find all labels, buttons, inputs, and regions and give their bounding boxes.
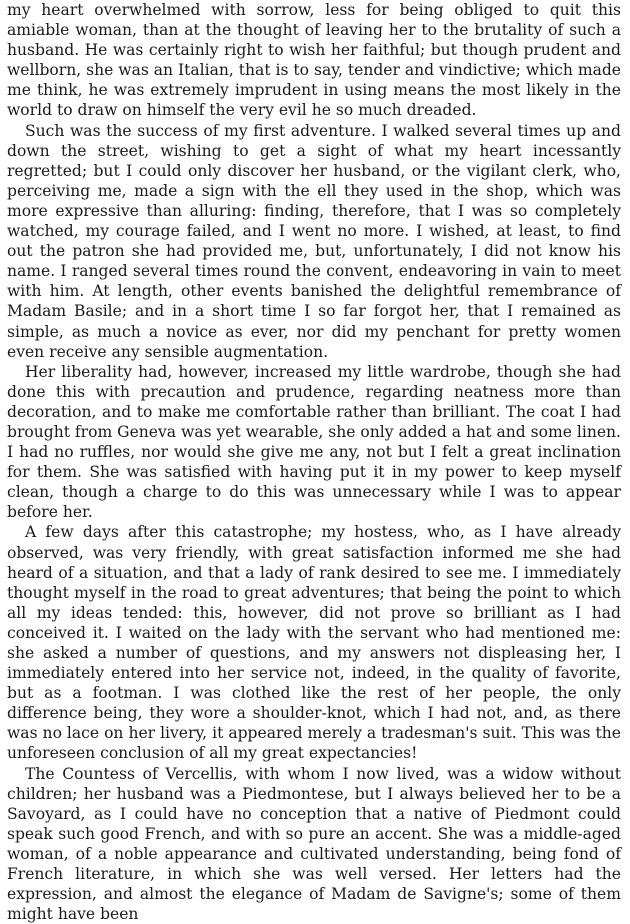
page-body [7,0,621,924]
paragraph: Such was the success of my first adventure. I walked several times up and down the street, wishing to get a sight of what my heart incessantly regretted; but I could only discover her husband, or the vigilant clerk, who, perceiving me, made a sign with the ell they used in the shop, which was more expressive than alluring: finding, therefore, that I was so completely watched, my courage failed, and I went no more. I wished, at least, to find out the patron she had provided me, but, unfortunately, I did not know his name. I ranged several times round the convent, endeavoring in vain to meet with him. At length, other events banished the delightful remembrance of Madam Basile; and in a short time I so far forgot her, that I remained as simple, as much a novice as ever, nor did my penchant for pretty women even receive any sensible augmentation. [7,121,621,361]
paragraph: Her liberality had, however, increased my little wardrobe, though she had done this with precaution and prudence, regarding neatness more than decoration, and to make me comfortable rather than brilliant. The coat I had brought from Geneva was yet wearable, she only added a hat and some linen. I had no ruffles, nor would she give me any, not but I felt a great inclination for them. She was satisfied with having put it in my power to keep myself clean, though a charge to do this was unnecessary while I was to appear before her. [7,362,621,522]
paragraph-continued: my heart overwhelmed with sorrow, less for being obliged to quit this amiable woman, than at the thought of leaving her to the brutality of such a husband. He was certainly right to wish her faithful; but though prudent and wellborn, she was an Italian, that is to say, tender and vindictive; which made me think, he was extremely imprudent in using means the most likely in the world to draw on himself the very evil he so much dreaded. [7,1,621,120]
paragraph: The Countess of Vercellis, with whom I now lived, was a widow without children; her husband was a Piedmontese, but I always believed her to be a Savoyard, as I could have no conception that a native of Piedmont could speak such good French, and with so pure an accent. She was a middle-aged woman, of a noble appearance and cultivated understanding, being fond of French literature, in which she was well versed. Her letters had the expression, and almost the elegance of Madam de Savigne's; some of them might have been [7,764,621,924]
paragraph: A few days after this catastrophe; my hostess, who, as I have already observed, was very friendly, with great satisfaction informed me she had heard of a situation, and that a lady of rank desired to see me. I immediately thought myself in the road to great adventures; that being the point to which all my ideas tended: this, however, did not prove so brilliant as I had conceived it. I waited on the lady with the servant who had mentioned me: she asked a number of questions, and my answers not displeasing her, I immediately entered into her service not, indeed, in the quality of favorite, but as a footman. I was clothed like the rest of her people, the only difference being, they wore a shoulder-knot, which I had not, and, as there was no lace on her livery, it appeared merely a tradesman's suit. This was the unforeseen conclusion of all my great expectancies! [7,523,621,763]
